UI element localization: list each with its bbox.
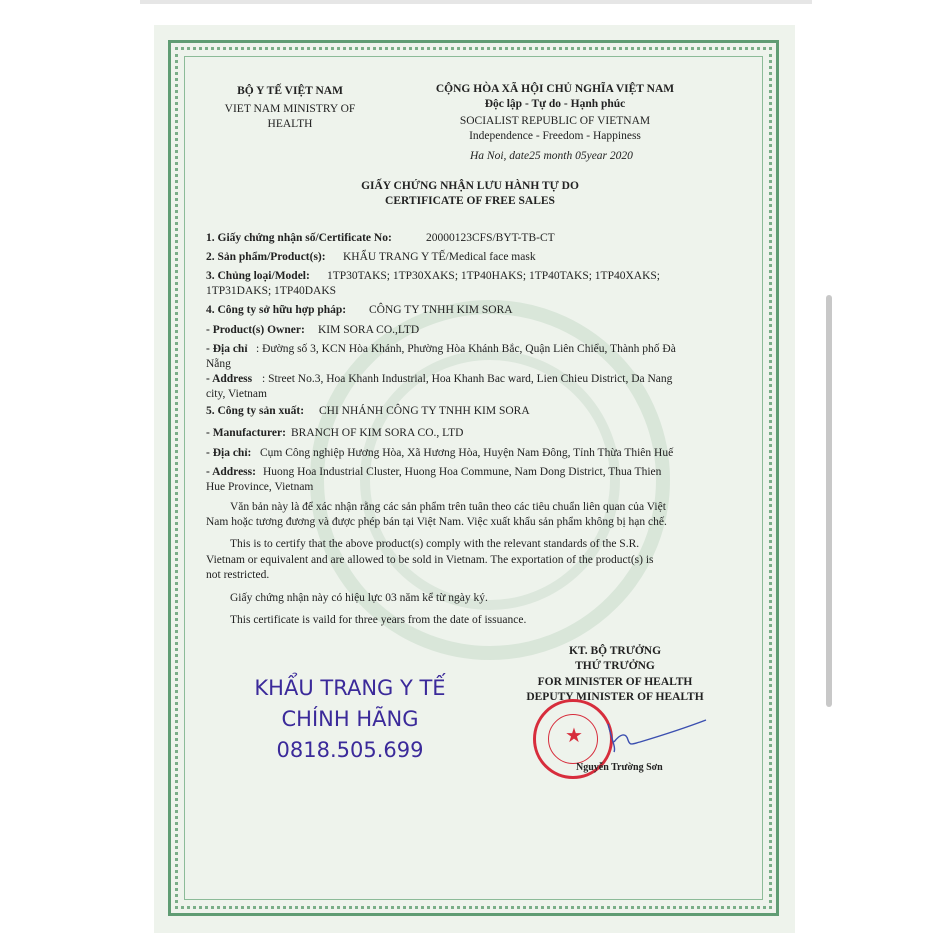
address1-en-value-2: city, Vietnam — [206, 388, 267, 400]
address2-en-value-2: Hue Province, Vietnam — [206, 481, 314, 493]
signature-title-en-2: DEPUTY MINISTER OF HEALTH — [526, 691, 704, 703]
manufacturer-vn-value: CHI NHÁNH CÔNG TY TNHH KIM SORA — [319, 405, 530, 417]
owner-vn-label: 4. Công ty sở hữu hợp pháp: — [206, 304, 347, 316]
republic-name-en: SOCIALIST REPUBLIC OF VIETNAM — [459, 115, 651, 127]
owner-en-value: KIM SORA CO.,LTD — [318, 324, 420, 336]
validity-en: This certificate is vaild for three years from the date of issuance. — [230, 614, 527, 626]
handwritten-signature — [600, 712, 710, 757]
promo-phone: 0818.505.699 — [276, 738, 424, 762]
promo-line-1: KHẨU TRANG Y TẾ — [254, 676, 446, 700]
address2-vn-value: Cụm Công nghiệp Hương Hòa, Xã Hương Hòa, Huyện Nam Đông, Tỉnh Thừa Thiên Huế — [260, 447, 674, 459]
cert-no-value: 20000123CFS/BYT-TB-CT — [426, 232, 555, 244]
address2-en-label: - Address: — [206, 466, 256, 478]
address1-vn-value-1: : Đường số 3, KCN Hòa Khánh, Phường Hòa Khánh Bắc, Quận Liên Chiểu, Thành phố Đà — [256, 343, 676, 355]
motto-en: Independence - Freedom - Happiness — [469, 130, 641, 142]
address1-vn-label: - Địa chỉ — [206, 343, 248, 355]
signature-title-vn-1: KT. BỘ TRƯỞNG — [568, 645, 662, 657]
address1-en-label: - Address — [206, 373, 253, 385]
model-label: 3. Chủng loại/Model: — [206, 270, 310, 282]
ministry-name-en-2: HEALTH — [267, 118, 313, 130]
manufacturer-vn-label: 5. Công ty sản xuất: — [206, 405, 305, 417]
signer-name: Nguyễn Trường Sơn — [576, 762, 663, 773]
validity-vn: Giấy chứng nhận này có hiệu lực 03 năm kể từ ngày ký. — [230, 592, 488, 604]
owner-vn-value: CÔNG TY TNHH KIM SORA — [369, 304, 513, 316]
republic-name-vn: CỘNG HÒA XÃ HỘI CHỦ NGHĨA VIỆT NAM — [435, 83, 675, 95]
product-value: KHẨU TRANG Y TẾ/Medical face mask — [343, 251, 536, 263]
stamp-star-icon: ★ — [565, 725, 583, 747]
top-edge-bar — [140, 0, 812, 4]
cert-no-label: 1. Giấy chứng nhận số/Certificate No: — [206, 232, 392, 244]
manufacturer-en-value: BRANCH OF KIM SORA CO., LTD — [291, 427, 464, 439]
signature-title-vn-2: THỨ TRƯỞNG — [575, 660, 655, 672]
address2-vn-label: - Địa chỉ: — [206, 447, 252, 459]
address1-vn-value-2: Nẵng — [206, 358, 231, 370]
manufacturer-en-label: - Manufacturer: — [206, 427, 286, 439]
model-value-1: 1TP30TAKS; 1TP30XAKS; 1TP40HAKS; 1TP40TAKS; 1TP40XAKS; — [327, 270, 660, 282]
owner-en-label: - Product(s) Owner: — [206, 324, 305, 336]
signature-title-en-1: FOR MINISTER OF HEALTH — [537, 676, 693, 688]
address1-en-value-1: : Street No.3, Hoa Khanh Industrial, Hoa Khanh Bac ward, Lien Chieu District, Da Nang — [262, 373, 673, 385]
watermark-emblem-inner — [360, 350, 620, 610]
promo-line-2: CHÍNH HÃNG — [281, 707, 419, 731]
title-en: CERTIFICATE OF FREE SALES — [385, 195, 555, 207]
motto-vn: Độc lập - Tự do - Hạnh phúc — [484, 98, 626, 110]
body-en-line-3: not restricted. — [206, 569, 270, 581]
body-en-line-2: Vietnam or equivalent and are allowed to be sold in Vietnam. The exportation of the product(s) is — [206, 554, 654, 566]
body-en-line-1: This is to certify that the above product(s) comply with the relevant standards of the S.R. — [230, 538, 640, 550]
scrollbar-thumb[interactable] — [826, 295, 832, 707]
title-vn: GIẤY CHỨNG NHẬN LƯU HÀNH TỰ DO — [361, 180, 579, 192]
body-vn-line-1: Văn bản này là để xác nhận rằng các sản phẩm trên tuân theo các tiêu chuẩn liên quan của Việt — [230, 501, 666, 513]
ministry-name-vn: BỘ Y TẾ VIỆT NAM — [237, 85, 343, 97]
product-label: 2. Sản phẩm/Product(s): — [206, 251, 326, 263]
issue-date: Ha Noi, date25 month 05year 2020 — [470, 150, 633, 162]
body-vn-line-2: Nam hoặc tương đương và được phép bán tại Việt Nam. Việc xuất khẩu sản phẩm không bị hạn chế. — [206, 516, 667, 528]
stamp-emblem — [548, 714, 598, 764]
ministry-name-en-1: VIET NAM MINISTRY OF — [224, 103, 356, 115]
address2-en-value-1: Huong Hoa Industrial Cluster, Huong Hoa Commune, Nam Dong District, Thua Thien — [263, 466, 662, 478]
model-value-2: 1TP31DAKS; 1TP40DAKS — [206, 285, 337, 297]
